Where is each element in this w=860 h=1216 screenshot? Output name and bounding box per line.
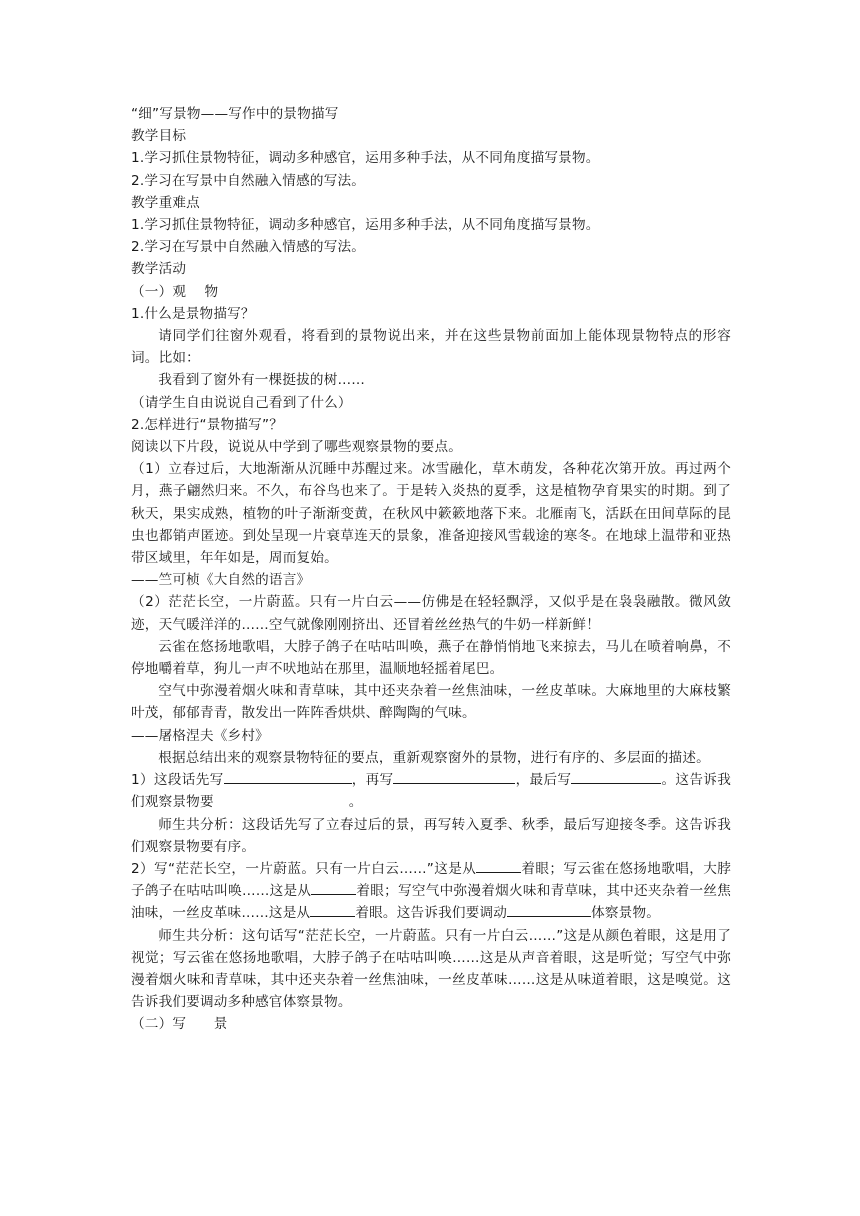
- exercise-2: [131, 858, 731, 925]
- exercise-text: 着眼；写云雀在悠扬地歌唱，大脖子鸽子在咕咕叫唤……这是从: [131, 860, 732, 900]
- fill-blank[interactable]: [507, 902, 591, 917]
- passage-1-source: ——竺可桢《大自然的语言》: [131, 572, 311, 589]
- fill-blank[interactable]: [224, 769, 352, 784]
- lesson-plan-body: [131, 103, 731, 1036]
- exercise-1-answer: 师生共分析：这段话先写了立春过后的景，再写转入夏季、秋季，最后写迎接冬季。这告诉我们观察景物要有序。: [131, 816, 731, 855]
- exercise-text: 体察景物。: [591, 905, 661, 922]
- exercise-text: 着眼；写空气中弥漫着烟火味和青草味，其中还夹杂着一丝焦油味，一丝皮革味……这是从: [131, 883, 731, 922]
- goal-item: 1.学习抓住景物特征，调动多种感官，运用多种手法，从不同角度描写景物。: [131, 150, 600, 167]
- key-points-heading: 教学重难点: [131, 194, 200, 211]
- fill-blank[interactable]: [476, 858, 521, 873]
- reobserve-instruction: 根据总结出来的观察景物特征的要点，重新观察窗外的景物，进行有序的、多层面的描述。: [158, 749, 710, 766]
- fill-blank[interactable]: [310, 902, 355, 917]
- exercise-text: ，再写: [351, 772, 394, 789]
- goal-item: 2.学习在写景中自然融入情感的写法。: [131, 172, 366, 189]
- exercise-text: 着眼。这告诉我们要调动: [355, 905, 508, 922]
- passage-2-source: ——屠格涅夫《乡村》: [131, 727, 269, 744]
- question-1: 1.什么是景物描写？: [131, 305, 255, 322]
- activity-heading: 教学活动: [131, 261, 187, 278]
- fill-blank[interactable]: [571, 769, 661, 784]
- question-1-example: 我看到了窗外有一棵挺拔的树……: [158, 372, 366, 389]
- goals-heading: 教学目标: [131, 128, 187, 145]
- exercise-2-answer: 师生共分析：这句话写“茫茫长空，一片蔚蓝。只有一片白云……”这是从颜色着眼，这是用了视觉；写云雀在悠扬地歌唱，大脖子鸽子在咕咕叫唤……这是从声音着眼，这是听觉；写空气中弥漫着烟火味和青草味，其中还夹杂着一丝焦油味，一丝皮革味……这是从味道着眼，这是嗅觉。这告诉我们要调动多种感官体察景物。: [131, 927, 731, 1011]
- exercise-1: [131, 769, 731, 813]
- question-2-intro: 阅读以下片段，说说从中学到了哪些观察景物的要点。: [131, 439, 463, 456]
- document-title: “细”写景物——写作中的景物描写: [131, 106, 339, 122]
- key-point-item: 1.学习抓住景物特征，调动多种感官，运用多种手法，从不同角度描写景物。: [131, 217, 600, 234]
- question-1-note: （请学生自由说说自己看到了什么）: [131, 394, 352, 411]
- key-point-item: 2.学习在写景中自然融入情感的写法。: [131, 239, 366, 256]
- passage-2-paragraph: 空气中弥漫着烟火味和青草味，其中还夹杂着一丝焦油味，一丝皮革味。大麻地里的大麻枝繁叶茂，郁郁青青，散发出一阵阵香烘烘、醉陶陶的气味。: [131, 683, 731, 722]
- passage-2-paragraph: （2）茫茫长空，一片蔚蓝。只有一片白云——仿佛是在轻轻飘浮，又似乎是在袅袅融散。微风敛迹，天气暖洋洋的……空气就像刚刚挤出、还冒着丝丝热气的牛奶一样新鲜！: [131, 594, 731, 633]
- part2-heading: （二）写 景: [131, 1016, 228, 1033]
- exercise-text: ，最后写: [515, 772, 572, 789]
- question-1-paragraph: 请同学们往窗外观看，将看到的景物说出来，并在这些景物前面加上能体现景物特点的形容词。比如：: [131, 328, 731, 367]
- passage-2-paragraph: 云雀在悠扬地歌唱，大脖子鸽子在咕咕叫唤，燕子在静悄悄地飞来掠去，马儿在喷着响鼻，不停地嚼着草，狗儿一声不吠地站在那里，温顺地轻摇着尾巴。: [131, 638, 731, 678]
- part1-heading: （一）观 物: [131, 283, 219, 300]
- fill-blank[interactable]: [393, 769, 515, 784]
- exercise-text: 。这告诉我们观察景物要: [131, 772, 731, 811]
- exercise-text: 1）这段话先写: [131, 772, 224, 789]
- exercise-text: 2）写“茫茫长空，一片蔚蓝。只有一片白云……”这是从: [131, 860, 477, 877]
- question-2: 2.怎样进行“景物描写”？: [131, 416, 283, 433]
- exercise-text: 。: [348, 794, 363, 811]
- passage-1: （1）立春过后，大地渐渐从沉睡中苏醒过来。冰雪融化，草木萌发，各种花次第开放。再过两个月，燕子翩然归来。不久，布谷鸟也来了。于是转入炎热的夏季，这是植物孕育果实的时期。到了秋天，果实成熟，植物的叶子渐渐变黄，在秋风中簌簌地落下来。北雁南飞，活跃在田间草际的昆虫也都销声匿迹。到处呈现一片衰草连天的景象，准备迎接风雪载途的寒冬。在地球上温带和亚热带区域里，年年如是，周而复始。: [131, 461, 731, 567]
- fill-blank[interactable]: [311, 880, 356, 895]
